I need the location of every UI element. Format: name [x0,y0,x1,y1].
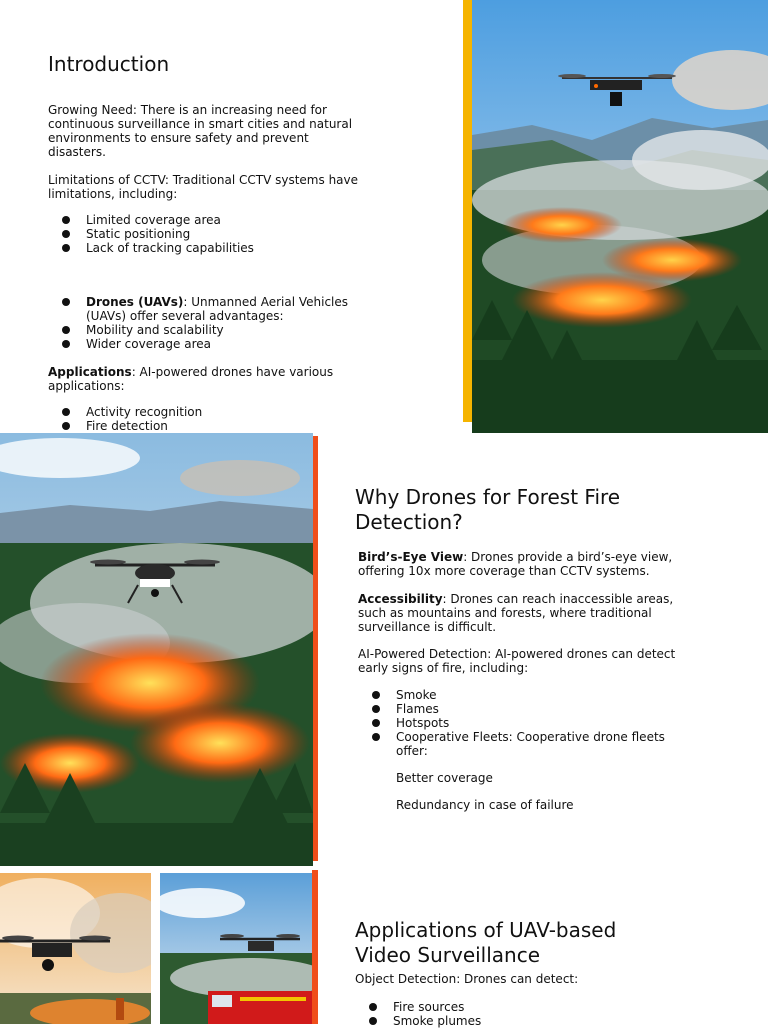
applications-title: Applications of UAV-based Video Surveillance [355,918,617,967]
object-detection-text: Object Detection: Drones can detect: [355,972,579,986]
accessibility-label: Accessibility [358,592,443,606]
drones-label: Drones (UAVs) [86,295,184,309]
list-item: Better coverage [396,771,493,785]
list-item: Wider coverage area [48,337,366,351]
intro-title: Introduction [48,52,170,76]
list-item: Mobility and scalability [48,323,366,337]
why-drones-title: Why Drones for Forest Fire Detection? [355,485,621,534]
applications-label: Applications [48,365,132,379]
list-item: Fire sources [355,1000,665,1014]
list-item [48,295,366,323]
ai-detection-text: AI-Powered Detection: AI-powered drones can detect early signs of fire, including: [358,647,676,675]
list-item: Activity recognition [48,405,378,419]
cctv-limitations-list [48,213,378,255]
accessibility-desc: : Drones can reach inaccessible areas, such as mountains and forests, where traditional surveillance is difficult. [358,592,674,634]
birds-eye-desc: : Drones provide a bird’s-eye view, offering 10x more coverage than CCTV systems. [358,550,673,578]
birds-eye-label: Bird’s-Eye View [358,550,464,564]
birds-eye-text [358,550,678,578]
drone-fire-truck-image [160,873,312,1024]
list-item: Redundancy in case of failure [396,798,574,812]
drone-firefighter-image [0,873,151,1024]
applications-text [48,365,348,393]
list-item: Smoke [358,688,668,702]
drone-fire-smoke-image [0,433,313,866]
applications-list [48,405,378,433]
drones-desc: : Unmanned Aerial Vehicles (UAVs) offer several advantages: [86,295,349,323]
fleet-benefits-list [358,771,668,825]
drone-over-forest-fire-image [472,0,768,433]
cctv-limitations-text: Limitations of CCTV: Traditional CCTV systems have limitations, including: [48,173,359,201]
list-item: Hotspots [358,716,668,730]
drone-advantages-list [48,295,366,351]
list-item: Static positioning [48,227,378,241]
list-item: Lack of tracking capabilities [48,241,378,255]
list-item: Smoke plumes [355,1014,665,1028]
fire-truck-icon [208,991,312,1024]
applications-desc: : AI-powered drones have various applications: [48,365,334,393]
accessibility-text [358,592,678,634]
list-item: Flames [358,702,668,716]
accent-bar [463,0,472,422]
accent-bar [312,870,318,1024]
list-item: Limited coverage area [48,213,378,227]
accent-bar [313,436,318,861]
list-item: Cooperative Fleets: Cooperative drone fleets offer: [358,730,668,758]
growing-need-text: Growing Need: There is an increasing need for continuous surveillance in smart cities and natural environments to ensure safety and prevent disasters. [48,103,353,159]
list-item: Fire detection [48,419,378,433]
fire-signs-list [358,688,668,758]
